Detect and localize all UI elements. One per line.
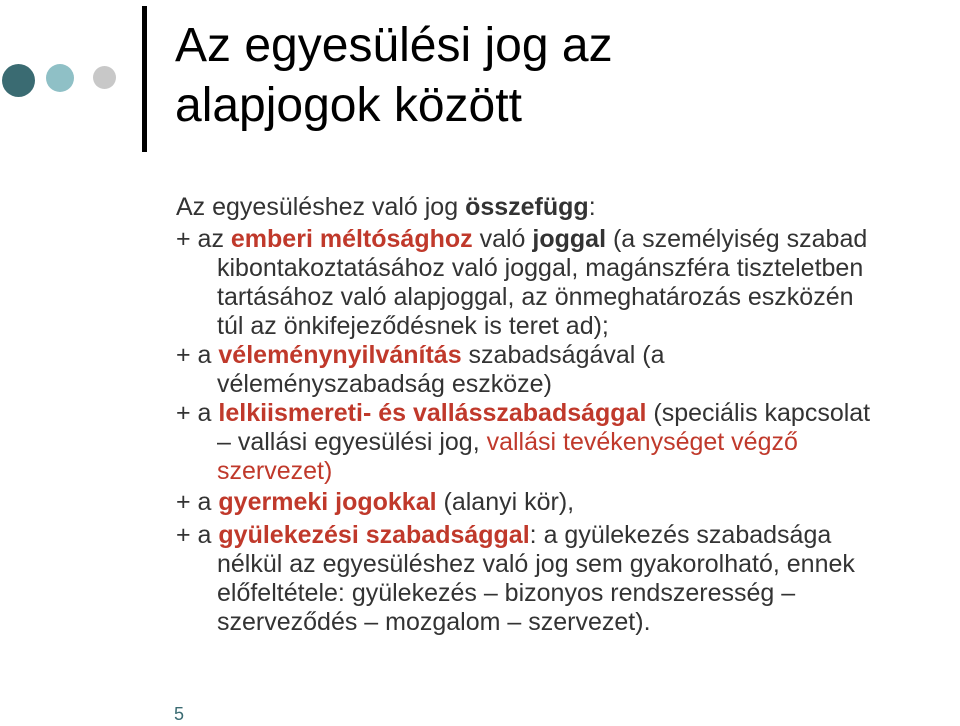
intro-keyword: összefügg: [465, 193, 589, 221]
bullet-conscience-religion: [176, 399, 960, 486]
highlight-text: szervezet): [217, 457, 333, 485]
continuation-line: nélkül az egyesüléshez való jog sem gyakorolható, ennek: [217, 550, 855, 578]
continuation-line: tartásához való alapjoggal, az önmeghatározás eszközén: [217, 283, 854, 311]
continuation-line: túl az önkifejeződésnek is teret ad);: [217, 312, 609, 340]
highlight-term: véleménynyilvánítás: [218, 341, 462, 369]
slide-title: [175, 16, 613, 136]
continuation-line: véleményszabadság eszköze): [217, 370, 552, 398]
bullet-prefix: + a: [176, 521, 219, 549]
title-divider-bar: [142, 6, 147, 152]
continuation-line: előfeltétele: gyülekezés – bizonyos rendszeresség –: [217, 579, 796, 607]
slide-body: [176, 193, 960, 637]
text: való: [472, 225, 533, 253]
highlight-term: gyermeki jogokkal: [218, 488, 437, 516]
intro-colon: :: [588, 193, 596, 221]
text: : a gyülekezés szabadsága: [529, 521, 832, 549]
text: szabadságával (a: [461, 341, 665, 369]
bullet-prefix: + a: [176, 341, 219, 369]
highlight-text: vallási tevékenységet végző: [486, 428, 798, 456]
decor-dot-dark: [2, 64, 35, 97]
bold-term: joggal: [532, 225, 607, 253]
title-line-2: alapjogok között: [175, 79, 522, 132]
continuation-line: kibontakoztatásához való joggal, magánszféra tiszteletben: [217, 254, 864, 282]
bullet-prefix: + a: [176, 399, 219, 427]
text: – vallási egyesülési jog,: [217, 428, 487, 456]
bullet-assembly: [176, 521, 960, 637]
text: (speciális kapcsolat: [646, 399, 871, 427]
intro-line: [176, 193, 960, 222]
title-line-1: Az egyesülési jog az: [175, 19, 613, 72]
highlight-term: lelkiismereti- és vallásszabadsággal: [218, 399, 647, 427]
bullet-expression: [176, 341, 960, 399]
bullet-prefix: + a: [176, 488, 219, 516]
intro-text: Az egyesüléshez való jog: [176, 193, 466, 221]
bullet-children-rights: [176, 488, 960, 517]
continuation-line: szerveződés – mozgalom – szervezet).: [217, 608, 651, 636]
page-number: 5: [174, 704, 185, 724]
highlight-term: gyülekezési szabadsággal: [218, 521, 530, 549]
bullet-human-dignity: [176, 225, 960, 341]
text: (a személyiség szabad: [606, 225, 868, 253]
decor-dot-gray: [93, 66, 116, 89]
text: (alanyi kör),: [436, 488, 575, 516]
highlight-term: emberi méltósághoz: [230, 225, 473, 253]
decor-dot-light: [46, 64, 74, 92]
bullet-prefix: + az: [176, 225, 231, 253]
